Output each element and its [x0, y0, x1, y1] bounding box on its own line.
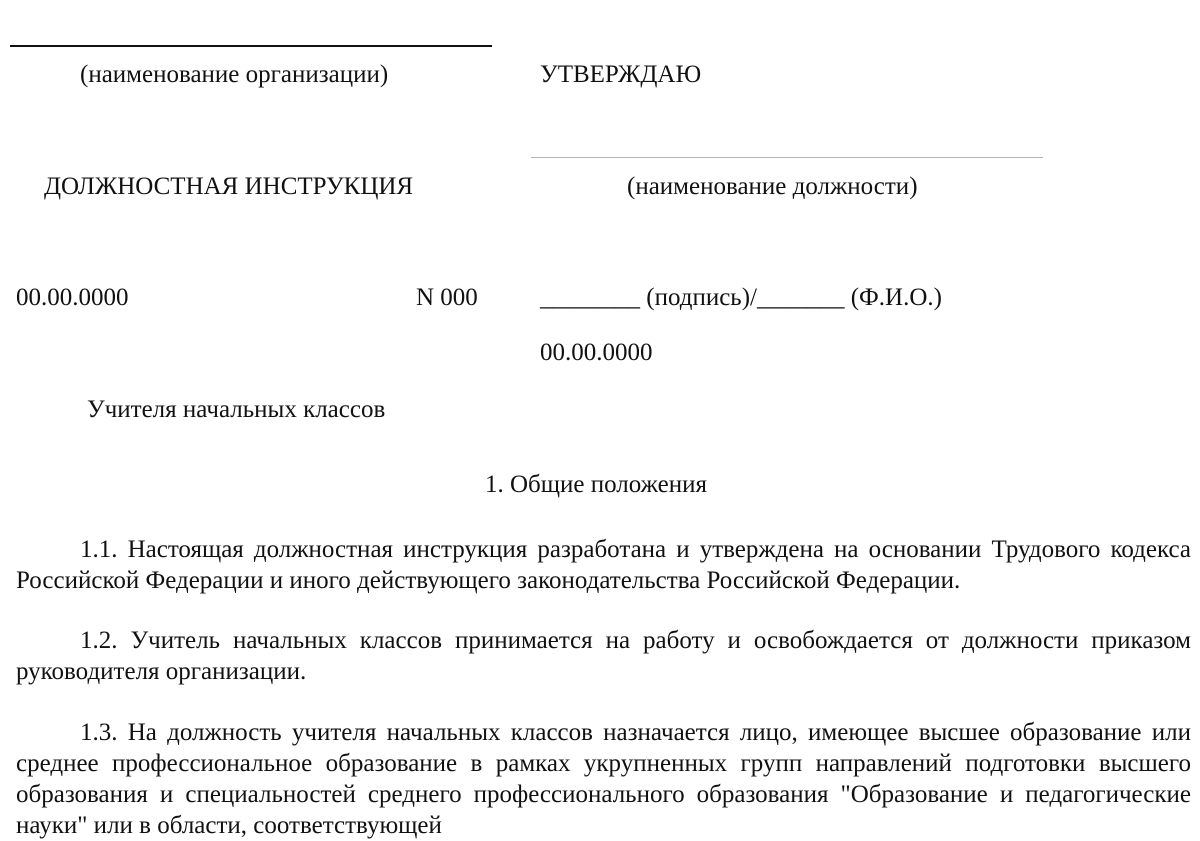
document-subject: Учителя начальных классов [87, 396, 386, 423]
approval-date: 00.00.0000 [540, 339, 653, 366]
document-title: ДОЛЖНОСТНАЯ ИНСТРУКЦИЯ [44, 173, 414, 200]
paragraph-1-3: 1.3. На должность учителя начальных классов назначается лицо, имеющее высшее образование или среднее профессиональное образование в рамках укрупненных групп направлений подготовки высшего образования и специальностей среднего профессионального образования "Образование и педагогические науки" или в области, соответствующей [16, 719, 1191, 839]
position-name-line [531, 157, 1043, 158]
document-date: 00.00.0000 [16, 284, 129, 311]
signature-line: ________ (подпись)/_______ (Ф.И.О.) [540, 284, 942, 311]
paragraph-1-1: 1.1. Настоящая должностная инструкция разработана и утверждена на основании Трудового кодекса Российской Федерации и иного действующего законодательства Российской Федерации. [16, 536, 1191, 594]
paragraph-1-2: 1.2. Учитель начальных классов принимается на работу и освобождается от должности приказом руководителя организации. [16, 627, 1191, 685]
position-caption: (наименование должности) [627, 173, 918, 200]
organization-caption: (наименование организации) [80, 61, 389, 88]
approval-label: УТВЕРЖДАЮ [540, 61, 702, 88]
document-number: N 000 [416, 284, 478, 311]
section-heading: 1. Общие положения [485, 471, 707, 498]
organization-name-line [10, 45, 492, 47]
